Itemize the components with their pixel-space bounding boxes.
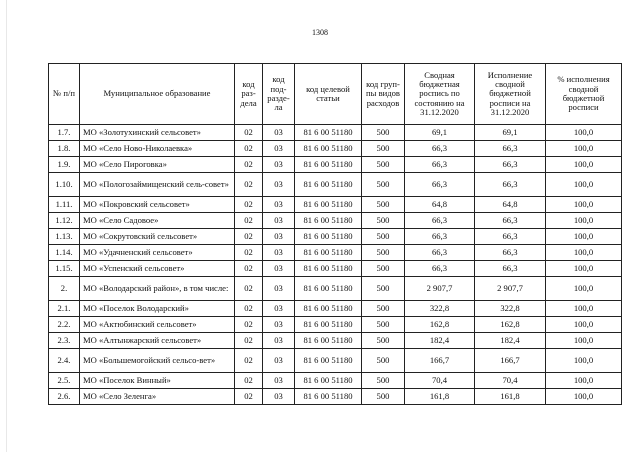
cell-percent: 100,0 xyxy=(546,373,622,389)
cell-expense-group: 500 xyxy=(362,157,405,173)
cell-execution: 182,4 xyxy=(475,333,546,349)
cell-section: 02 xyxy=(235,389,263,405)
header-row xyxy=(49,64,622,125)
cell-num: 1.8. xyxy=(49,141,80,157)
cell-num: 2.3. xyxy=(49,333,80,349)
cell-num: 1.7. xyxy=(49,125,80,141)
cell-municipality: МО «Удачненский сельсовет» xyxy=(80,245,235,261)
table-row xyxy=(49,333,622,349)
cell-num: 2.5. xyxy=(49,373,80,389)
cell-target: 81 6 00 51180 xyxy=(295,213,362,229)
cell-percent: 100,0 xyxy=(546,301,622,317)
cell-percent: 100,0 xyxy=(546,125,622,141)
col-header-subsection: код под-разде-ла xyxy=(263,64,295,125)
table-row xyxy=(49,141,622,157)
cell-expense-group: 500 xyxy=(362,229,405,245)
cell-target: 81 6 00 51180 xyxy=(295,333,362,349)
cell-section: 02 xyxy=(235,197,263,213)
col-header-target: код целевой статьи xyxy=(295,64,362,125)
cell-percent: 100,0 xyxy=(546,261,622,277)
cell-municipality: МО «Поселок Винный» xyxy=(80,373,235,389)
cell-expense-group: 500 xyxy=(362,389,405,405)
cell-budget: 66,3 xyxy=(405,229,475,245)
col-header-execution: Исполнение сводной бюджетной росписи на 31.12.2020 xyxy=(475,64,546,125)
cell-budget: 162,8 xyxy=(405,317,475,333)
cell-execution: 66,3 xyxy=(475,245,546,261)
cell-section: 02 xyxy=(235,277,263,301)
table-row xyxy=(49,261,622,277)
page-number: 1308 xyxy=(312,28,328,37)
col-header-section: код раз-дела xyxy=(235,64,263,125)
cell-section: 02 xyxy=(235,245,263,261)
cell-subsection: 03 xyxy=(263,277,295,301)
cell-municipality: МО «Село Пироговка» xyxy=(80,157,235,173)
cell-num: 1.12. xyxy=(49,213,80,229)
table-row xyxy=(49,229,622,245)
cell-budget: 182,4 xyxy=(405,333,475,349)
cell-subsection: 03 xyxy=(263,173,295,197)
table-row xyxy=(49,197,622,213)
col-header-expense-group: код груп-пы видов расходов xyxy=(362,64,405,125)
cell-target: 81 6 00 51180 xyxy=(295,349,362,373)
cell-subsection: 03 xyxy=(263,373,295,389)
cell-percent: 100,0 xyxy=(546,277,622,301)
cell-percent: 100,0 xyxy=(546,157,622,173)
cell-target: 81 6 00 51180 xyxy=(295,301,362,317)
cell-municipality: МО «Пологозаймищенский сель-совет» xyxy=(80,173,235,197)
cell-percent: 100,0 xyxy=(546,197,622,213)
cell-expense-group: 500 xyxy=(362,349,405,373)
cell-section: 02 xyxy=(235,229,263,245)
cell-num: 2. xyxy=(49,277,80,301)
cell-target: 81 6 00 51180 xyxy=(295,389,362,405)
cell-section: 02 xyxy=(235,317,263,333)
table-body xyxy=(49,125,622,405)
cell-expense-group: 500 xyxy=(362,245,405,261)
table-row xyxy=(49,213,622,229)
cell-execution: 64,8 xyxy=(475,197,546,213)
cell-execution: 70,4 xyxy=(475,373,546,389)
cell-section: 02 xyxy=(235,141,263,157)
cell-execution: 66,3 xyxy=(475,229,546,245)
cell-num: 2.1. xyxy=(49,301,80,317)
table-row xyxy=(49,389,622,405)
budget-table xyxy=(48,63,622,405)
cell-percent: 100,0 xyxy=(546,141,622,157)
cell-target: 81 6 00 51180 xyxy=(295,261,362,277)
cell-subsection: 03 xyxy=(263,141,295,157)
cell-execution: 322,8 xyxy=(475,301,546,317)
cell-num: 2.6. xyxy=(49,389,80,405)
cell-subsection: 03 xyxy=(263,157,295,173)
cell-num: 2.2. xyxy=(49,317,80,333)
cell-expense-group: 500 xyxy=(362,173,405,197)
cell-expense-group: 500 xyxy=(362,333,405,349)
cell-num: 1.11. xyxy=(49,197,80,213)
cell-percent: 100,0 xyxy=(546,229,622,245)
cell-municipality: МО «Село Садовое» xyxy=(80,213,235,229)
cell-municipality: МО «Алтынжарский сельсовет» xyxy=(80,333,235,349)
cell-budget: 69,1 xyxy=(405,125,475,141)
col-header-budget: Сводная бюджетная роспись по состоянию на 31.12.2020 xyxy=(405,64,475,125)
cell-municipality: МО «Актюбинский сельсовет» xyxy=(80,317,235,333)
cell-execution: 66,3 xyxy=(475,141,546,157)
cell-expense-group: 500 xyxy=(362,317,405,333)
cell-num: 1.14. xyxy=(49,245,80,261)
cell-budget: 66,3 xyxy=(405,213,475,229)
cell-budget: 66,3 xyxy=(405,261,475,277)
cell-subsection: 03 xyxy=(263,125,295,141)
table-row xyxy=(49,301,622,317)
table-container xyxy=(48,63,621,405)
cell-percent: 100,0 xyxy=(546,245,622,261)
cell-section: 02 xyxy=(235,373,263,389)
cell-execution: 161,8 xyxy=(475,389,546,405)
cell-execution: 162,8 xyxy=(475,317,546,333)
cell-section: 02 xyxy=(235,261,263,277)
table-row xyxy=(49,373,622,389)
cell-section: 02 xyxy=(235,349,263,373)
cell-subsection: 03 xyxy=(263,389,295,405)
cell-execution: 166,7 xyxy=(475,349,546,373)
scan-edge xyxy=(6,0,7,452)
cell-budget: 66,3 xyxy=(405,245,475,261)
cell-subsection: 03 xyxy=(263,261,295,277)
cell-target: 81 6 00 51180 xyxy=(295,229,362,245)
col-header-municipality: Муниципальное образование xyxy=(80,64,235,125)
cell-subsection: 03 xyxy=(263,301,295,317)
cell-percent: 100,0 xyxy=(546,213,622,229)
cell-percent: 100,0 xyxy=(546,317,622,333)
cell-target: 81 6 00 51180 xyxy=(295,157,362,173)
cell-subsection: 03 xyxy=(263,349,295,373)
table-row xyxy=(49,157,622,173)
cell-execution: 66,3 xyxy=(475,213,546,229)
cell-target: 81 6 00 51180 xyxy=(295,173,362,197)
cell-municipality: МО «Успенский сельсовет» xyxy=(80,261,235,277)
table-row xyxy=(49,349,622,373)
cell-expense-group: 500 xyxy=(362,261,405,277)
table-row xyxy=(49,277,622,301)
cell-expense-group: 500 xyxy=(362,277,405,301)
cell-percent: 100,0 xyxy=(546,173,622,197)
cell-subsection: 03 xyxy=(263,213,295,229)
table-row xyxy=(49,317,622,333)
cell-section: 02 xyxy=(235,213,263,229)
cell-municipality: МО «Большемогойский сельсо-вет» xyxy=(80,349,235,373)
cell-target: 81 6 00 51180 xyxy=(295,125,362,141)
cell-section: 02 xyxy=(235,301,263,317)
cell-percent: 100,0 xyxy=(546,333,622,349)
cell-expense-group: 500 xyxy=(362,213,405,229)
cell-expense-group: 500 xyxy=(362,373,405,389)
col-header-num: № п/п xyxy=(49,64,80,125)
cell-municipality: МО «Поселок Володарский» xyxy=(80,301,235,317)
cell-municipality: МО «Сокрутовский сельсовет» xyxy=(80,229,235,245)
cell-percent: 100,0 xyxy=(546,389,622,405)
cell-municipality: МО «Володарский район», в том числе: xyxy=(80,277,235,301)
cell-subsection: 03 xyxy=(263,229,295,245)
cell-execution: 66,3 xyxy=(475,261,546,277)
cell-section: 02 xyxy=(235,173,263,197)
cell-expense-group: 500 xyxy=(362,141,405,157)
cell-execution: 2 907,7 xyxy=(475,277,546,301)
cell-budget: 322,8 xyxy=(405,301,475,317)
cell-target: 81 6 00 51180 xyxy=(295,373,362,389)
cell-subsection: 03 xyxy=(263,333,295,349)
cell-expense-group: 500 xyxy=(362,301,405,317)
cell-execution: 66,3 xyxy=(475,157,546,173)
cell-municipality: МО «Село Зеленга» xyxy=(80,389,235,405)
cell-num: 1.10. xyxy=(49,173,80,197)
cell-municipality: МО «Село Ново-Николаевка» xyxy=(80,141,235,157)
cell-budget: 66,3 xyxy=(405,141,475,157)
cell-num: 1.9. xyxy=(49,157,80,173)
cell-subsection: 03 xyxy=(263,317,295,333)
cell-expense-group: 500 xyxy=(362,125,405,141)
cell-target: 81 6 00 51180 xyxy=(295,141,362,157)
cell-target: 81 6 00 51180 xyxy=(295,197,362,213)
cell-budget: 161,8 xyxy=(405,389,475,405)
cell-num: 1.15. xyxy=(49,261,80,277)
col-header-percent: % исполнения сводной бюджетной росписи xyxy=(546,64,622,125)
cell-budget: 66,3 xyxy=(405,157,475,173)
cell-execution: 66,3 xyxy=(475,173,546,197)
table-row xyxy=(49,245,622,261)
cell-num: 2.4. xyxy=(49,349,80,373)
cell-budget: 66,3 xyxy=(405,173,475,197)
table-row xyxy=(49,125,622,141)
cell-section: 02 xyxy=(235,125,263,141)
cell-percent: 100,0 xyxy=(546,349,622,373)
cell-budget: 64,8 xyxy=(405,197,475,213)
cell-target: 81 6 00 51180 xyxy=(295,277,362,301)
cell-target: 81 6 00 51180 xyxy=(295,245,362,261)
cell-execution: 69,1 xyxy=(475,125,546,141)
cell-subsection: 03 xyxy=(263,245,295,261)
table-row xyxy=(49,173,622,197)
cell-budget: 166,7 xyxy=(405,349,475,373)
cell-target: 81 6 00 51180 xyxy=(295,317,362,333)
cell-municipality: МО «Золотухинский сельсовет» xyxy=(80,125,235,141)
cell-municipality: МО «Покровский сельсовет» xyxy=(80,197,235,213)
cell-expense-group: 500 xyxy=(362,197,405,213)
cell-budget: 2 907,7 xyxy=(405,277,475,301)
cell-num: 1.13. xyxy=(49,229,80,245)
cell-section: 02 xyxy=(235,333,263,349)
cell-subsection: 03 xyxy=(263,197,295,213)
cell-section: 02 xyxy=(235,157,263,173)
cell-budget: 70,4 xyxy=(405,373,475,389)
